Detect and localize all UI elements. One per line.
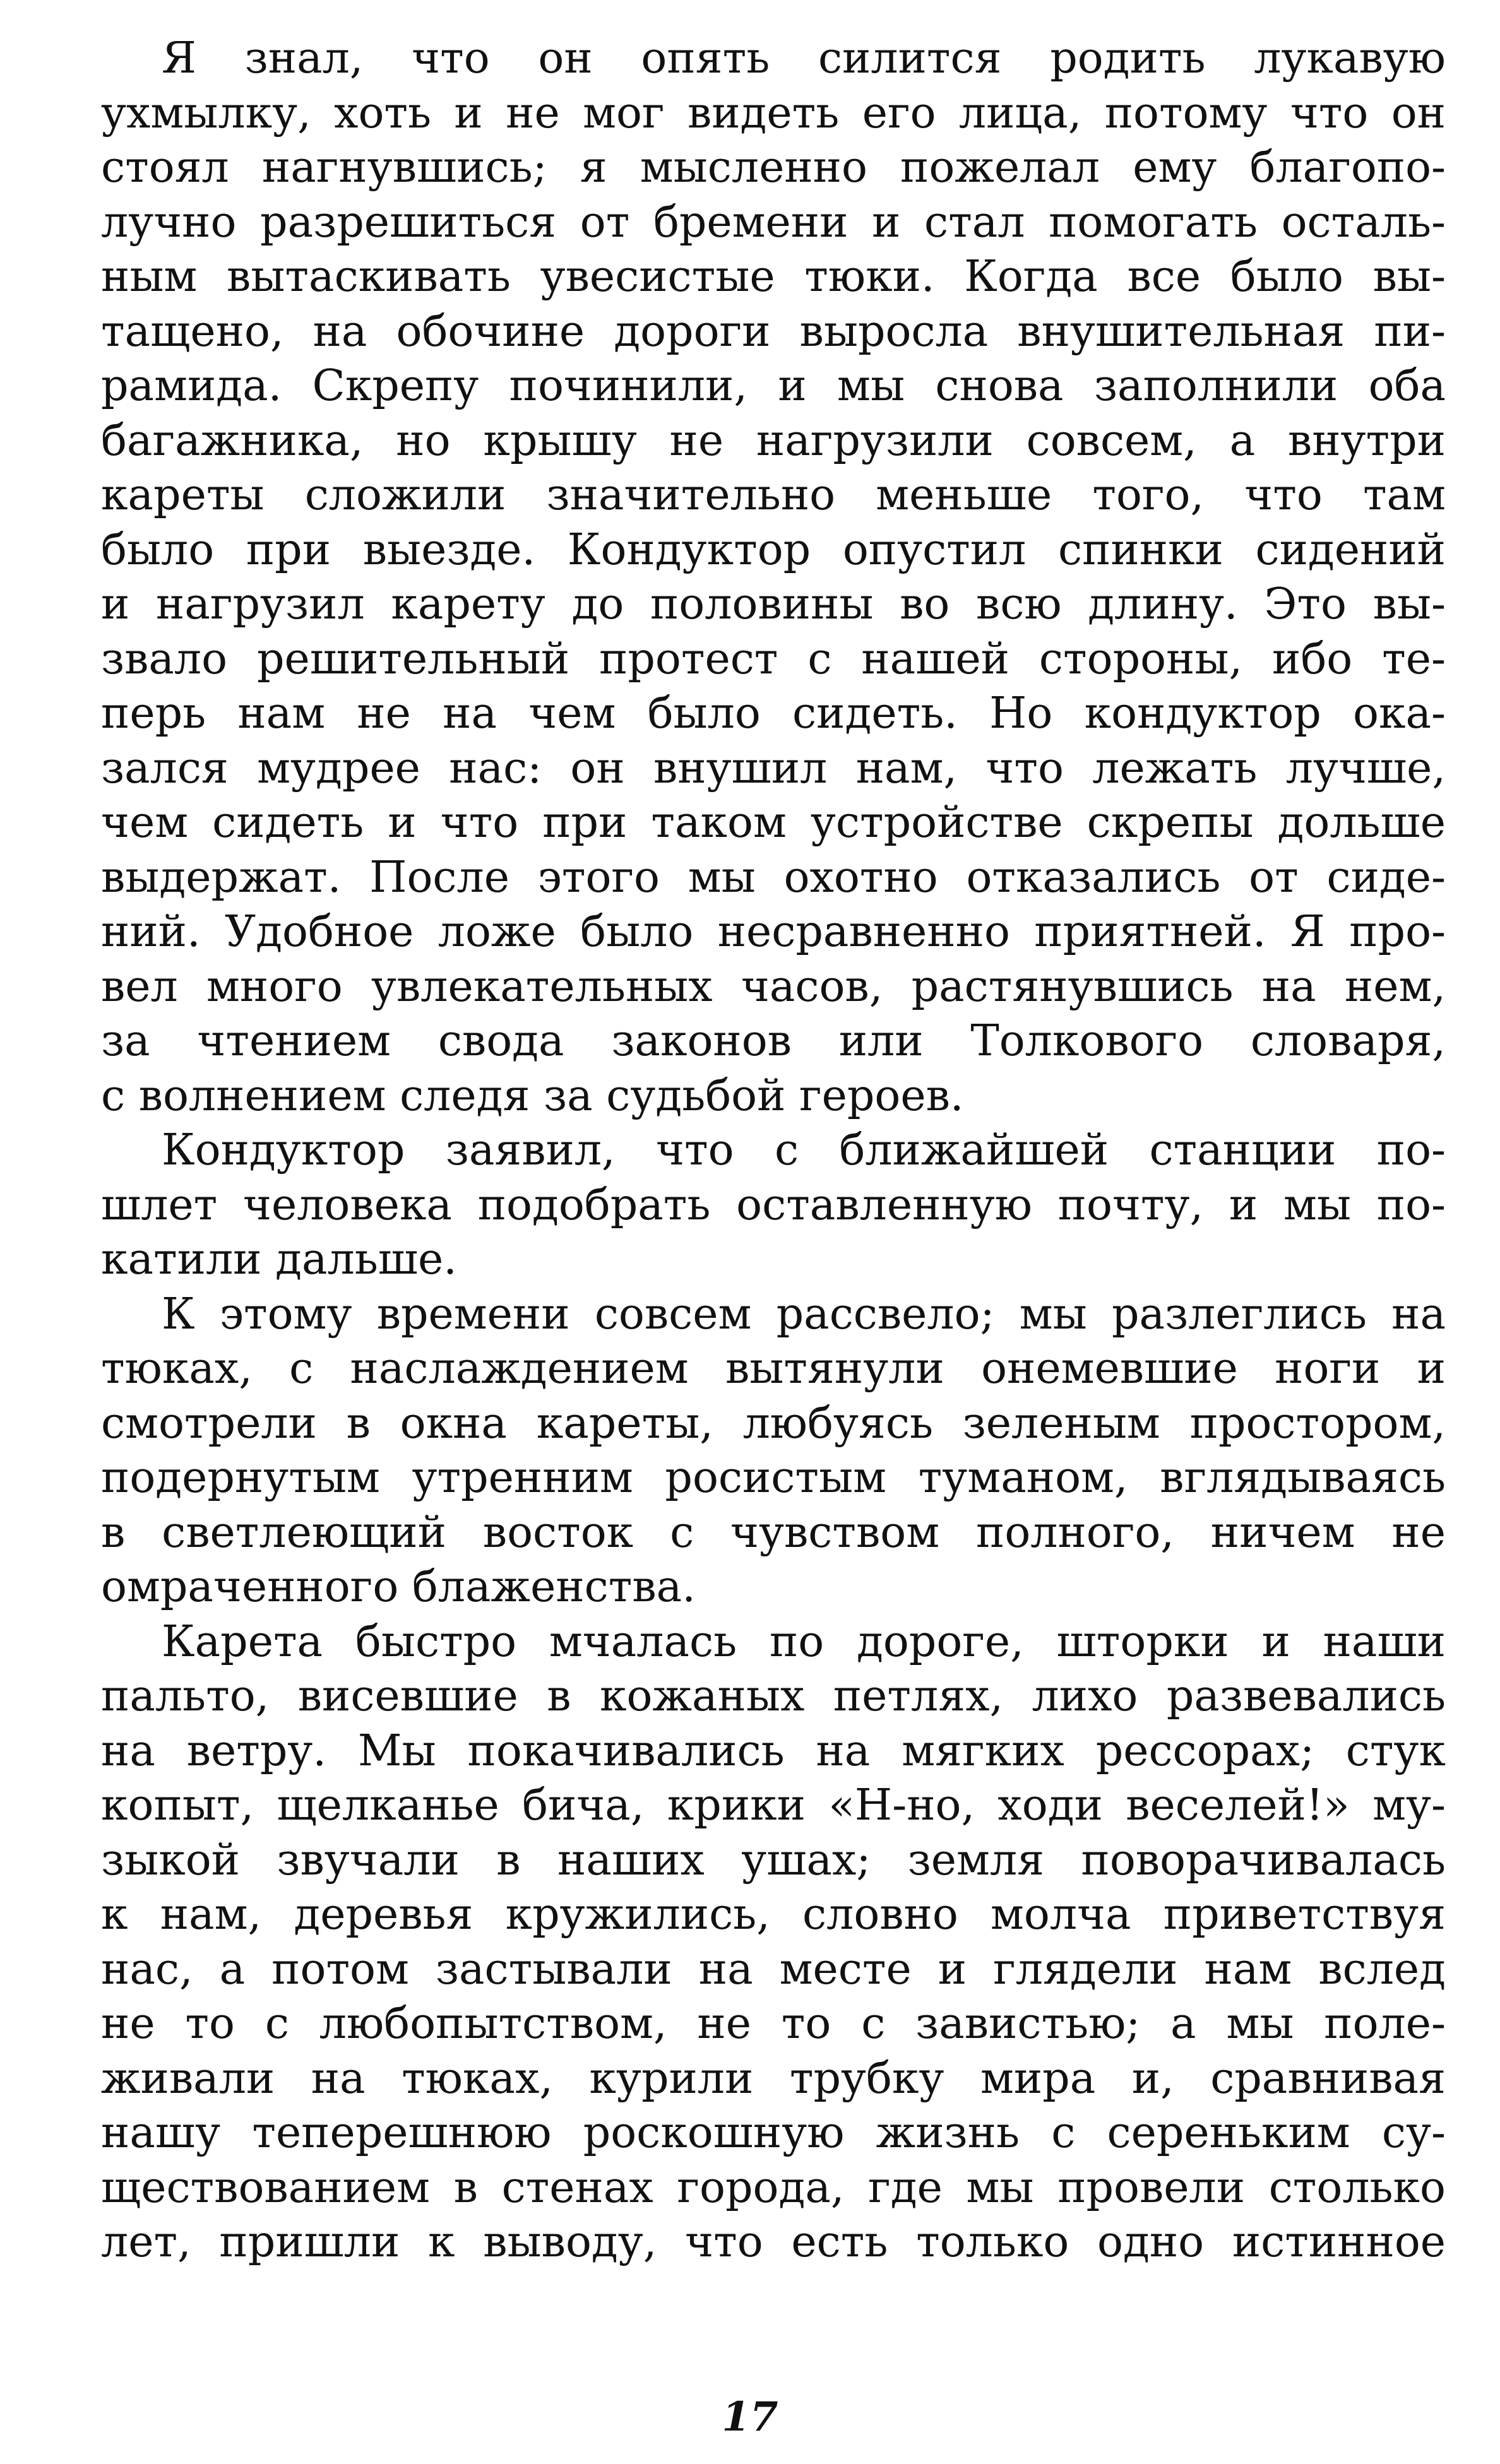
- text-line: рамида. Скрепу починили, и мы снова заполнили оба: [101, 361, 1446, 411]
- text-line: нас, а потом застывали на месте и глядели нам вслед: [101, 1944, 1446, 1994]
- text-line: пальто, висевшие в кожаных петлях, лихо развевались: [101, 1671, 1446, 1721]
- text-line: в светлеющий восток с чувством полного, ничем не: [101, 1507, 1446, 1558]
- text-line: копыт, щелканье бича, крики «Н-но, ходи веселей!» му-: [101, 1780, 1446, 1830]
- text-line: не то с любопытством, не то с завистью; а мы поле-: [101, 1999, 1446, 2049]
- text-line: на ветру. Мы покачивались на мягких рессорах; стук: [101, 1726, 1446, 1776]
- text-line: было при выезде. Кондуктор опустил спинки сидений: [101, 524, 1446, 575]
- text-line: лучно разрешиться от бремени и стал помогать осталь-: [101, 197, 1446, 247]
- text-line: шлет человека подобрать оставленную почту, и мы по-: [101, 1180, 1446, 1230]
- text-line: к нам, деревья кружились, словно молча приветствуя: [101, 1890, 1446, 1940]
- text-line: зался мудрее нас: он внушил нам, что лежать лучше,: [101, 743, 1446, 793]
- text-line: ществованием в стенах города, где мы провели столько: [101, 2162, 1446, 2213]
- text-line: перь нам не на чем было сидеть. Но кондуктор ока-: [101, 689, 1446, 738]
- text-line: катили дальше.: [101, 1235, 457, 1284]
- text-line: чем сидеть и что при таком устройстве скрепы дольше: [101, 798, 1446, 848]
- text-line: за чтением свода законов или Толкового словаря,: [101, 1016, 1446, 1066]
- text-line: стоял нагнувшись; я мысленно пожелал ему благопо-: [101, 143, 1446, 192]
- paragraph: [101, 1123, 1446, 1288]
- text-line: подернутым утренним росистым туманом, вглядываясь: [101, 1453, 1446, 1503]
- text-line: ухмылку, хоть и не мог видеть его лица, потому что он: [101, 88, 1446, 138]
- text-line: Кондуктор заявил, что с ближайшей станции по-: [162, 1125, 1446, 1175]
- page-number: 17: [722, 2393, 778, 2441]
- text-line: с волнением следя за судьбой героев.: [101, 1070, 964, 1121]
- paragraph: [101, 1615, 1446, 2270]
- text-line: К этому времени совсем рассвело; мы разлеглись на: [162, 1289, 1446, 1339]
- text-line: живали на тюках, курили трубку мира и, сравнивая: [101, 2053, 1446, 2104]
- text-line: Я знал, что он опять силится родить лукавую: [162, 33, 1446, 83]
- text-line: омраченного блаженства.: [101, 1562, 696, 1612]
- text-line: зыкой звучали в наших ушах; земля поворачивалась: [101, 1835, 1446, 1885]
- text-line: выдержат. После этого мы охотно отказались от сиде-: [101, 852, 1446, 903]
- text-line: кареты сложили значительно меньше того, что там: [101, 470, 1446, 520]
- body-text: [101, 32, 1446, 2270]
- text-line: ний. Удобное ложе было несравненно приятней. Я про-: [101, 907, 1446, 957]
- text-line: тюках, с наслаждением вытянули онемевшие ноги и: [101, 1344, 1446, 1394]
- text-line: смотрели в окна кареты, любуясь зеленым простором,: [101, 1398, 1446, 1448]
- paragraph: [101, 32, 1446, 1123]
- text-line: багажника, но крышу не нагрузили совсем, а внутри: [101, 415, 1446, 466]
- text-line: звало решительный протест с нашей стороны, ибо те-: [101, 634, 1446, 684]
- text-line: лет, пришли к выводу, что есть только одно истинное: [101, 2217, 1446, 2267]
- text-line: нашу теперешнюю роскошную жизнь с сереньким су-: [101, 2108, 1446, 2158]
- text-line: Карета быстро мчалась по дороге, шторки и наши: [162, 1616, 1446, 1667]
- text-line: вел много увлекательных часов, растянувшись на нем,: [101, 961, 1446, 1012]
- text-line: и нагрузил карету до половины во всю длину. Это вы-: [101, 579, 1446, 629]
- text-line: ным вытаскивать увесистые тюки. Когда все было вы-: [101, 252, 1446, 302]
- text-line: тащено, на обочине дороги выросла внушительная пи-: [101, 306, 1446, 357]
- paragraph: [101, 1288, 1446, 1615]
